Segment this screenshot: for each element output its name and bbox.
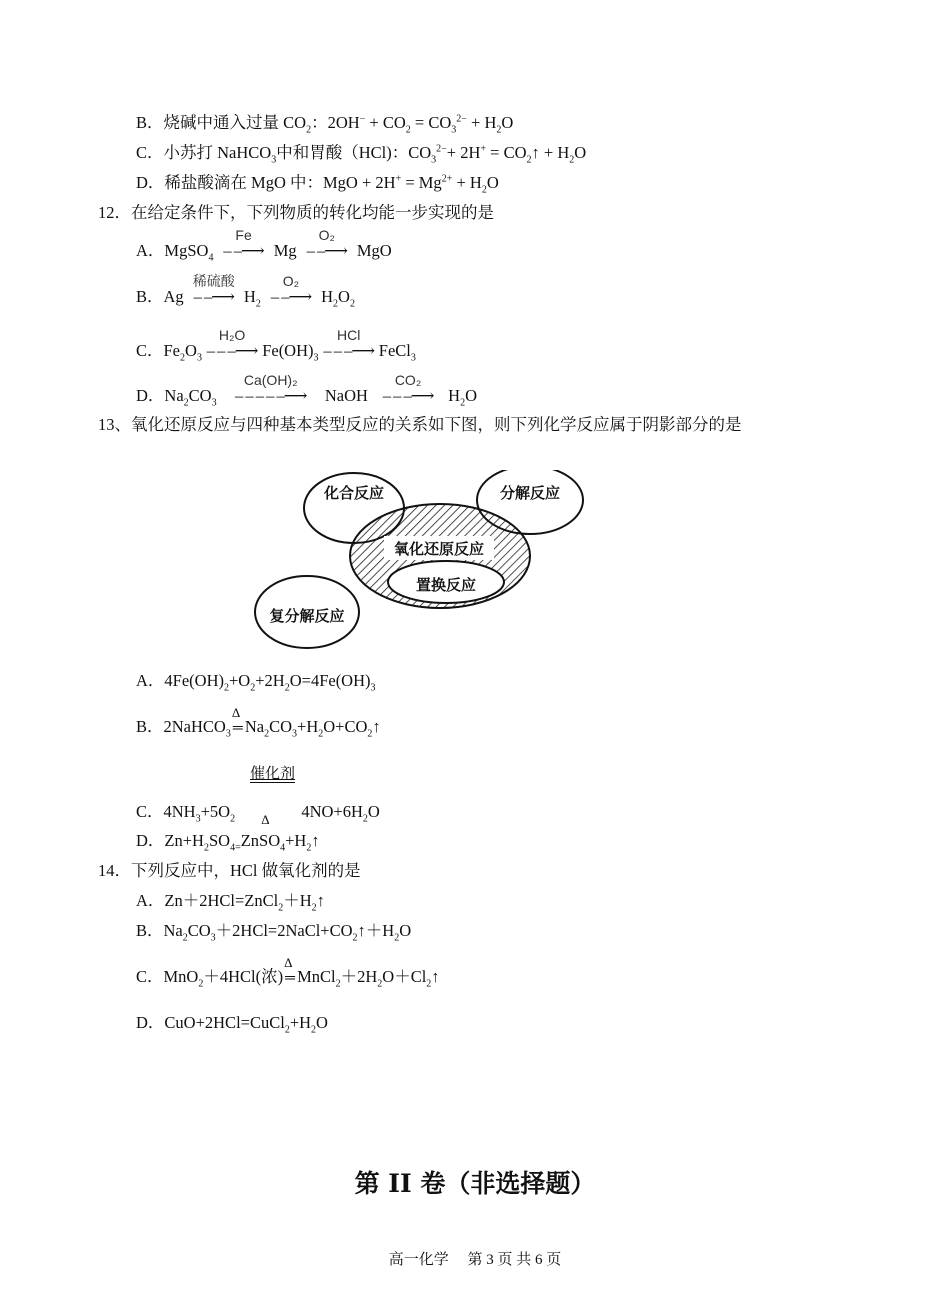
reaction-arrow: HCl – – –⟶ [323,327,374,360]
label-displacement: 置换反应 [415,576,477,594]
catalyst-condition: 催化剂 [250,764,296,782]
label-decomposition: 分解反应 [499,484,561,502]
page-footer: 高一化学 第 3 页 共 6 页 [388,1252,562,1268]
question-14-stem: 14．下列反应中，HCl 做氧化剂的是 [98,861,361,880]
q13-option-a: A．$4Fe(OH)_2+O_2+2H_2O=4Fe(OH)_3$ [136,671,376,694]
q11-option-b: B．烧碱中通入过量 $CO_2$：$2OH^- + CO_2 = CO_3^{2-} + H_2O$ [136,113,514,136]
reaction-arrow: Fe – –⟶ [223,227,264,260]
reaction-arrow: 稀硫酸 – –⟶ [192,273,235,306]
heat-condition: Δ ═ [231,705,243,736]
heat-condition: Δ ═ [284,955,296,986]
q14-option-c: C．MnO$_2$＋4HCl(浓) Δ ═ $MnCl_2+2H_2O+Cl_2↑$ [136,955,440,990]
label-combination: 化合反应 [323,484,385,502]
q13-option-c: C．$4NH_3+5O_2$ Δ $4NO+6H_2O$ [136,802,380,827]
reaction-arrow: CO₂ – – –⟶ [382,372,434,405]
q14-option-b: B．$Na_2CO_3+2HCl=2NaCl+CO_2↑+H_2O$ [136,921,412,944]
reaction-arrow: O₂ – –⟶ [270,273,312,306]
q14-option-a: A．$Zn+2HCl=ZnCl_2+H_2↑$ [136,891,325,914]
reaction-arrow: O₂ – –⟶ [306,227,347,260]
q12-option-a: A．MgSO$_4$ Fe – –⟶ Mg O₂ – –⟶ MgO [136,227,392,264]
reaction-arrow: Ca(OH)₂ – – – – –⟶ [235,372,307,405]
label-redox: 氧化还原反应 [393,540,485,558]
label-double-decomposition: 复分解反应 [269,607,345,625]
q11-option-d: D．稀盐酸滴在 MgO 中：MgO + $2H^+ = Mg^{2+} + H_2O$ [136,173,499,196]
reaction-type-venn-diagram [250,470,590,660]
q14-option-d: D．$CuO+2HCl=CuCl_2+H_2O$ [136,1013,328,1036]
decomposition-ellipse [477,470,583,534]
q12-option-d: D．$Na_2CO_3$ Ca(OH)₂ – – – – –⟶ NaOH CO₂ – – –⟶ $H_2O$ [136,372,477,409]
question-12-stem: 12．在给定条件下，下列物质的转化均能一步实现的是 [98,203,494,222]
reaction-arrow: H₂O – – –⟶ [206,327,258,360]
q11-option-c: C．小苏打 NaHCO$_3$中和胃酸（HCl)：$CO_3^{2-}+ 2H^+$ = $CO_2↑ + H_2O$ [136,143,587,166]
q13-option-d: D．$Zn+H_2SO_{4=}ZnSO_4+H_2↑$ [136,831,320,854]
section-title: 第 II 卷（非选择题） [354,1169,596,1198]
q12-option-b: B．Ag 稀硫酸 – –⟶ $H_2$ O₂ – –⟶ $H_2O_2$ [136,273,355,310]
q13-option-b: B．2NaHCO$_3$ Δ ═ $Na_2CO_3+H_2O+CO_2↑$ [136,705,381,740]
question-13-stem: 13、氧化还原反应与四种基本类型反应的关系如下图，则下列化学反应属于阴影部分的是 [98,415,742,434]
q12-option-c: C．$Fe_2O_3$ H₂O – – –⟶ $Fe(OH)_3$ HCl – – –⟶ FeCl$_3$ [136,327,416,364]
